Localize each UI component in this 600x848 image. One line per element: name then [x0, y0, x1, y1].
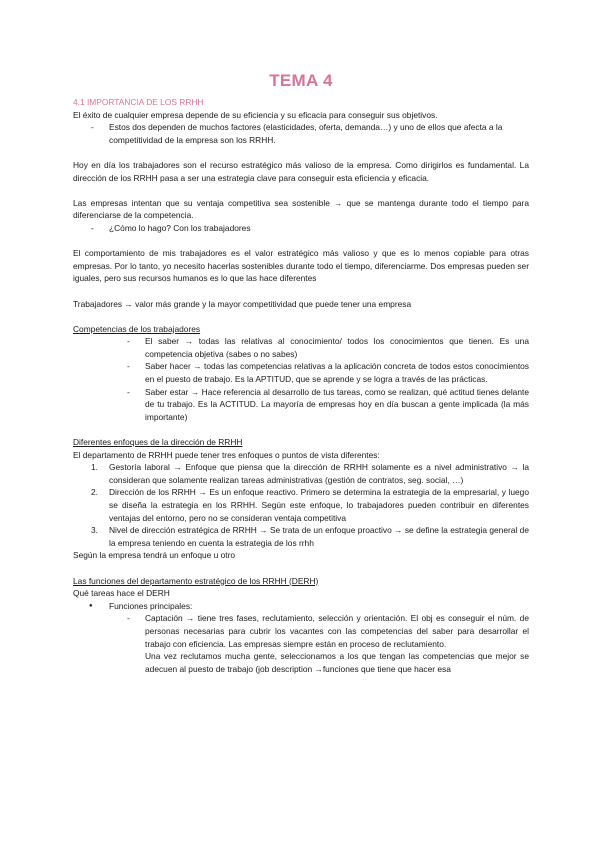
section-heading-enfoques: Diferentes enfoques de la dirección de RRHH — [73, 437, 243, 448]
list-number: 1. — [91, 462, 98, 473]
paragraph: Qué tareas hace el DERH — [73, 588, 170, 599]
list-number: 3. — [91, 525, 98, 536]
list-item — [73, 461, 529, 486]
competencias-list — [73, 335, 529, 423]
paragraph: El comportamiento de mis trabajadores es el valor estratégico más valioso y que es lo menos copiable para otras empresas. Por lo tanto, yo necesito hacerlas sostenibles durante todo el tiempo, diferenciarme. Dos empresas pueden ser iguales, pero sus recursos humanos es lo que las hace diferentes — [73, 248, 529, 284]
funciones-list — [73, 600, 529, 613]
page-title: TEMA 4 — [269, 71, 333, 90]
list-number: 2. — [91, 487, 98, 498]
paragraph: Según la empresa tendrá un enfoque u otro — [73, 550, 236, 561]
list-item: - ¿Cómo lo hago? Con los trabajadores — [73, 222, 529, 235]
list-item — [73, 524, 529, 549]
paragraph: El departamento de RRHH puede tener tres enfoques o puntos de vista diferentes: — [73, 449, 380, 460]
dash-list — [73, 121, 529, 146]
list-item-text: Gestoría laboral → Enfoque que piensa que la dirección de RRHH solamente es a nivel administrativo → la consideran que solamente realizan tareas administrativas (gestión de contratos, seg. social, …) — [109, 462, 529, 485]
paragraph: Las empresas intentan que su ventaja competitiva sea sostenible → que se mantenga durante todo el tiempo para diferenciarse de la competencia. — [73, 197, 529, 221]
list-item: ● Funciones principales: — [73, 600, 529, 613]
paragraph: Una vez reclutamos mucha gente, seleccionamos a los que tengan las competencias que mejor se adecuen al puesto de trabajo (job description →funciones que tiene que hacer esa — [145, 651, 529, 674]
paragraph: Trabajadores → valor más grande y la mayor competitividad que puede tener una empresa — [73, 298, 412, 309]
list-item-text: Nivel de dirección estratégica de RRHH → Se trata de un enfoque proactivo → se define la estrategia general de la empresa teniendo en cuenta la estrategia de los rrhh — [109, 525, 529, 548]
list-item: - El saber → todas las relativas al conocimiento/ todos los conocimientos que tienen. Es una competencia objetiva (sabes o no sabes) — [73, 335, 529, 360]
section-heading-competencias: Competencias de los trabajadores — [73, 323, 201, 334]
list-item-text: Dirección de los RRHH → Es un enfoque reactivo. Primero se determina la estrategia de la empresarial, y luego se diseña la estrategia en los RRHH. Según este enfoque, lo trabajadores pueden contribuir en diferentes ventajas del entorno, pero no se consideran ventaja competitiva — [109, 487, 529, 523]
section-heading-importancia: 4.1 IMPORTANCIA DE LOS RRHH — [73, 97, 204, 107]
funciones-sublist — [73, 612, 529, 650]
list-item: - Saber hacer → todas las competencias relativas a la aplicación concreta de todos estos conocimientos en el puesto de trabajo. Es la APTITUD, que se aprende y se logra a través de las prácticas. — [73, 360, 529, 385]
paragraph: El éxito de cualquier empresa depende de su eficiencia y su eficacia para conseguir sus objetivos. — [73, 109, 438, 120]
enfoques-list — [73, 461, 529, 549]
list-item — [73, 486, 529, 524]
list-item: - Captación → tiene tres fases, reclutamiento, selección y orientación. El obj es conseguir el núm. de personas necesarias para cubrir los vacantes con las competencias del saber para desarrollar el trabajo con eficiencia. Las empresas siempre están en proceso de reclutamiento. — [73, 612, 529, 650]
section-heading-funciones: Las funciones del departamento estratégico de los RRHH (DERH) — [73, 575, 319, 586]
document-page — [73, 70, 529, 675]
list-item: - Saber estar → Hace referencia al desarrollo de tus tareas, como se realizan, qué actitud tienes delante de tu trabajo. Es la ACTITUD. La mayoría de empresas hoy en día buscan a gente implicada (la más importante) — [73, 386, 529, 424]
paragraph: Hoy en día los trabajadores son el recurso estratégico más valioso de la empresa. Como dirigirlos es fundamental. La dirección de los RRHH pasa a ser una estrategia clave para conseguir esta eficiencia y eficacia. — [73, 159, 529, 183]
list-item: - Estos dos dependen de muchos factores (elasticidades, oferta, demanda…) y uno de ellos que afecta a la competitividad de la empresa son los RRHH. — [73, 121, 529, 146]
dash-list — [73, 222, 529, 235]
